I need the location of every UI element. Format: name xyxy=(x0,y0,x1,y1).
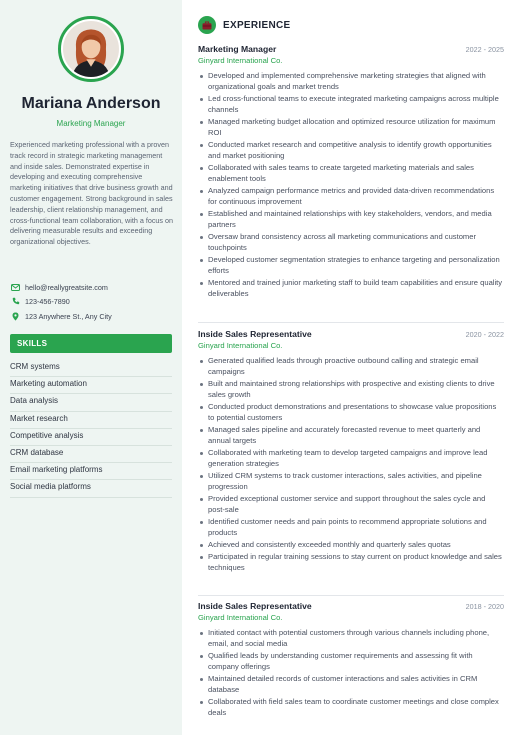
experience-heading: EXPERIENCE xyxy=(223,19,291,31)
job-bullet: Generated qualified leads through proactive outbound calling and strategic email campaigns xyxy=(198,356,504,378)
skill-item: Marketing automation xyxy=(10,377,172,394)
mail-icon xyxy=(10,282,21,292)
contact-email-row[interactable] xyxy=(10,282,174,292)
job-entry xyxy=(198,601,504,720)
skill-item: Market research xyxy=(10,412,172,429)
job-bullet: Conducted product demonstrations and presentations to showcase value propositions to potential customers xyxy=(198,402,504,424)
job-title: Inside Sales Representative xyxy=(198,329,312,339)
job-bullet: Mentored and trained junior marketing staff to build team capabilities and ensure quality deliverables xyxy=(198,278,504,300)
skill-item: Email marketing platforms xyxy=(10,463,172,480)
contact-address-row xyxy=(10,311,174,321)
job-company: Ginyard International Co. xyxy=(198,56,283,65)
briefcase-icon xyxy=(198,16,216,34)
job-bullet: Analyzed campaign performance metrics and provided data-driven recommendations for continuous improvement xyxy=(198,186,504,208)
job-company: Ginyard International Co. xyxy=(198,613,283,622)
job-header xyxy=(198,601,504,611)
contact-phone-row[interactable] xyxy=(10,296,174,306)
job-title: Inside Sales Representative xyxy=(198,601,312,611)
job-dates: 2022 - 2025 xyxy=(465,45,504,54)
skill-item: CRM systems xyxy=(10,360,172,377)
phone-icon xyxy=(10,296,21,306)
job-bullet: Collaborated with sales teams to create targeted marketing materials and sales enablement tools xyxy=(198,163,504,185)
job-bullet: Qualified leads by understanding customer requirements and assessing fit with company offerings xyxy=(198,651,504,673)
job-bullets xyxy=(198,71,504,299)
job-bullet: Led cross-functional teams to execute integrated marketing campaigns across multiple channels xyxy=(198,94,504,116)
job-title: Marketing Manager xyxy=(198,44,277,54)
job-bullet: Collaborated with field sales team to coordinate customer meetings and close complex deals xyxy=(198,697,504,719)
job-entry xyxy=(198,329,504,575)
avatar xyxy=(63,21,119,77)
job-bullet: Collaborated with marketing team to develop targeted campaigns and improve lead generation strategies xyxy=(198,448,504,470)
job-bullet: Initiated contact with potential customers through various channels including phone, email, and social media xyxy=(198,628,504,650)
job-bullet: Developed customer segmentation strategies to enhance targeting and personalization efforts xyxy=(198,255,504,277)
skills-heading: SKILLS xyxy=(10,334,172,353)
section-divider xyxy=(198,595,504,596)
section-divider xyxy=(198,322,504,323)
profile-photo xyxy=(63,21,119,77)
skill-item: CRM database xyxy=(10,446,172,463)
avatar-frame xyxy=(58,16,124,82)
profile-title: Marketing Manager xyxy=(56,119,126,128)
contact-address: 123 Anywhere St., Any City xyxy=(25,311,112,321)
skills-list xyxy=(10,360,172,498)
job-bullet: Maintained detailed records of customer interactions and sales activities in CRM database xyxy=(198,674,504,696)
location-pin-icon xyxy=(10,311,21,321)
job-bullet: Conducted market research and competitive analysis to identify growth opportunities and market positioning xyxy=(198,140,504,162)
skill-item: Competitive analysis xyxy=(10,429,172,446)
contact-phone[interactable]: 123-456-7890 xyxy=(25,296,70,306)
job-dates: 2018 - 2020 xyxy=(465,602,504,611)
profile-summary: Experienced marketing professional with a proven track record in strategic marketing management and inside sales. Demonstrated expertise in developing and executing comprehensive marketing initiatives that drive business growth and customer engagement. Strong background in sales leadership, client relationship management, and cross-functional team collaboration, with a focus on delivering measurable results and exceeding organizational objectives. xyxy=(10,140,173,247)
job-bullet: Participated in regular training sessions to stay current on product knowledge and sales techniques xyxy=(198,552,504,574)
job-bullet: Oversaw brand consistency across all marketing communications and customer touchpoints xyxy=(198,232,504,254)
skill-item: Data analysis xyxy=(10,394,172,411)
job-bullet: Achieved and consistently exceeded monthly and quarterly sales quotas xyxy=(198,540,504,551)
job-dates: 2020 - 2022 xyxy=(465,330,504,339)
contact-email[interactable]: hello@reallygreatsite.com xyxy=(25,282,108,292)
job-bullet: Utilized CRM systems to track customer interactions, sales activities, and pipeline progression xyxy=(198,471,504,493)
job-bullet: Built and maintained strong relationships with prospective and existing clients to drive sales growth xyxy=(198,379,504,401)
job-header xyxy=(198,329,504,339)
profile-name: Mariana Anderson xyxy=(21,95,161,112)
sidebar xyxy=(0,0,182,735)
job-entry xyxy=(198,44,504,301)
job-bullet: Identified customer needs and pain points to recommend appropriate solutions and products xyxy=(198,517,504,539)
job-bullets xyxy=(198,628,504,719)
job-header xyxy=(198,44,504,54)
job-bullet: Developed and implemented comprehensive marketing strategies that aligned with organizational goals and market trends xyxy=(198,71,504,93)
job-bullet: Managed marketing budget allocation and optimized resource utilization for maximum ROI xyxy=(198,117,504,139)
skill-item: Social media platforms xyxy=(10,480,172,497)
job-bullets xyxy=(198,356,504,574)
job-bullet: Established and maintained relationships with key stakeholders, vendors, and media partners xyxy=(198,209,504,231)
job-bullet: Provided exceptional customer service and support throughout the sales cycle and post-sale xyxy=(198,494,504,516)
experience-heading-row xyxy=(198,16,290,34)
job-bullet: Managed sales pipeline and accurately forecasted revenue to meet quarterly and annual targets xyxy=(198,425,504,447)
job-company: Ginyard International Co. xyxy=(198,341,283,350)
